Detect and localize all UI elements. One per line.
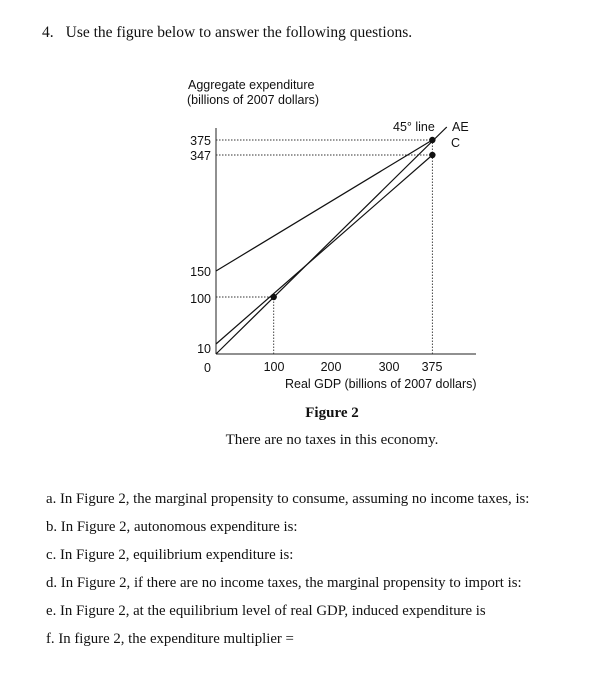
point-1 — [429, 137, 435, 143]
y-axis-label-line1: Aggregate expenditure — [188, 78, 315, 92]
y-tick-375: 375 — [190, 134, 211, 148]
label-ae: AE — [452, 120, 469, 134]
question-list — [46, 489, 529, 657]
point-0 — [271, 294, 277, 300]
point-2 — [429, 152, 435, 158]
x-tick-100: 100 — [263, 360, 285, 374]
y-tick-10: 10 — [197, 342, 211, 356]
question-f: f. In figure 2, the expenditure multiplier = — [46, 631, 294, 647]
x-tick-200: 200 — [320, 360, 342, 374]
question-d: d. In Figure 2, if there are no income taxes, the marginal propensity to import is: — [46, 575, 522, 591]
label-c: C — [451, 136, 461, 150]
x-axis-label: Real GDP (billions of 2007 dollars) — [285, 377, 477, 391]
y-tick-100: 100 — [190, 292, 211, 306]
y-tick-150: 150 — [190, 265, 211, 279]
question-text: Use the figure below to answer the following questions. — [65, 24, 413, 41]
y-tick-347: 347 — [190, 149, 211, 163]
x-tick-300: 300 — [378, 360, 400, 374]
figure-caption: Figure 2 — [305, 405, 359, 421]
y-tick-0: 0 — [204, 361, 211, 375]
line-45-degree — [216, 127, 447, 354]
label-45-degree-line: 45° line — [393, 120, 435, 134]
figure-note: There are no taxes in this economy. — [225, 432, 439, 448]
question-number: 4. — [42, 24, 54, 41]
question-b: b. In Figure 2, autonomous expenditure is: — [46, 519, 298, 535]
line-ae — [216, 140, 432, 271]
question-c: c. In Figure 2, equilibrium expenditure is: — [46, 547, 294, 563]
x-tick-375: 375 — [421, 360, 443, 374]
line-c — [216, 155, 432, 344]
y-axis-label-line2: (billions of 2007 dollars) — [187, 93, 320, 107]
question-a: a. In Figure 2, the marginal propensity to consume, assuming no income taxes, is: — [46, 491, 530, 507]
question-e: e. In Figure 2, at the equilibrium level of real GDP, induced expenditure is — [46, 603, 486, 619]
